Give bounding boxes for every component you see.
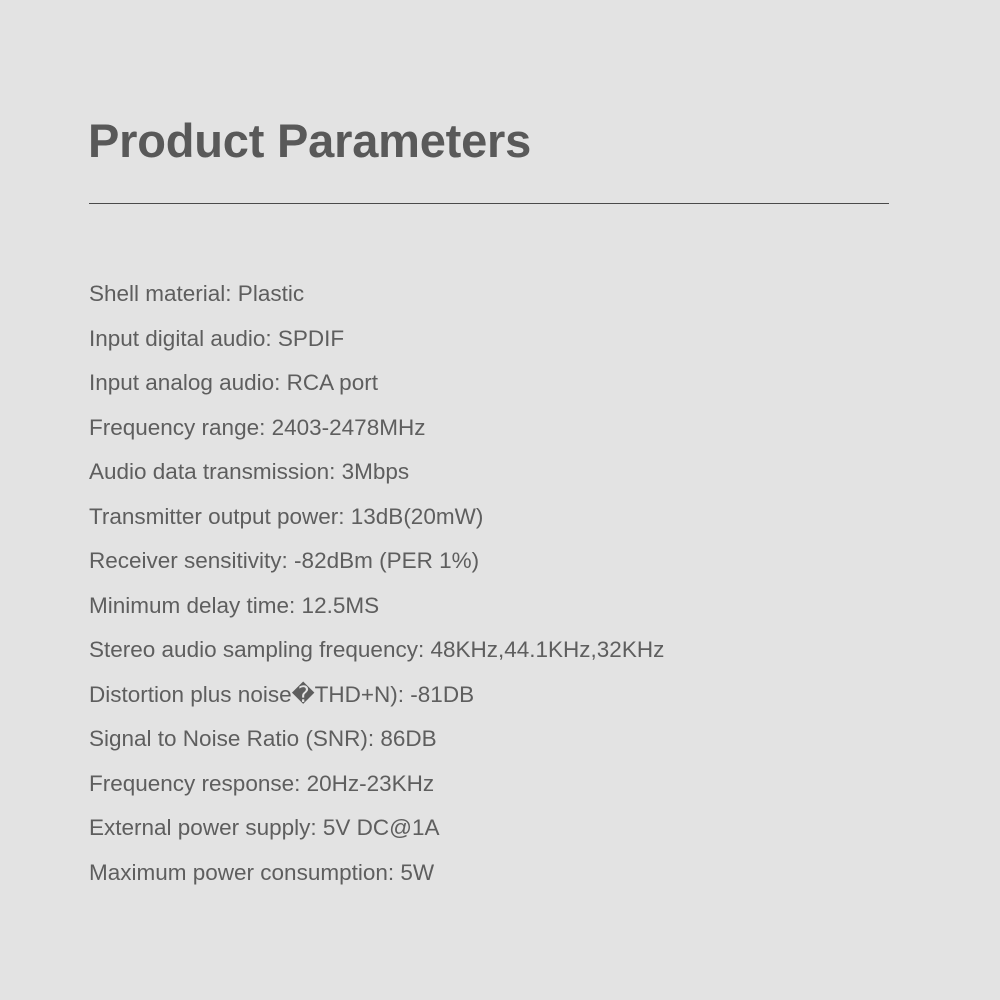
list-item: Receiver sensitivity: -82dBm (PER 1%) bbox=[89, 548, 480, 573]
list-item: Stereo audio sampling frequency: 48KHz,44.1KHz,32KHz bbox=[89, 637, 665, 662]
title-divider bbox=[89, 203, 889, 204]
page-title: Product Parameters bbox=[88, 114, 532, 168]
list-item: Signal to Noise Ratio (SNR): 86DB bbox=[89, 726, 437, 751]
list-item: Maximum power consumption: 5W bbox=[89, 859, 435, 885]
list-item: Shell material: Plastic bbox=[89, 281, 305, 306]
list-item: Distortion plus noise�THD+N): -81DB bbox=[89, 681, 475, 707]
list-item: Minimum delay time: 12.5MS bbox=[89, 592, 380, 618]
list-item: Transmitter output power: 13dB(20mW) bbox=[89, 503, 484, 529]
list-item: Frequency range: 2403-2478MHz bbox=[89, 414, 426, 440]
list-item: Frequency response: 20Hz-23KHz bbox=[89, 770, 435, 796]
list-item: Audio data transmission: 3Mbps bbox=[89, 459, 410, 484]
list-item: External power supply: 5V DC@1A bbox=[89, 815, 440, 840]
list-item: Input digital audio: SPDIF bbox=[89, 325, 345, 351]
specification-list bbox=[89, 272, 919, 895]
list-item: Input analog audio: RCA port bbox=[89, 370, 378, 395]
